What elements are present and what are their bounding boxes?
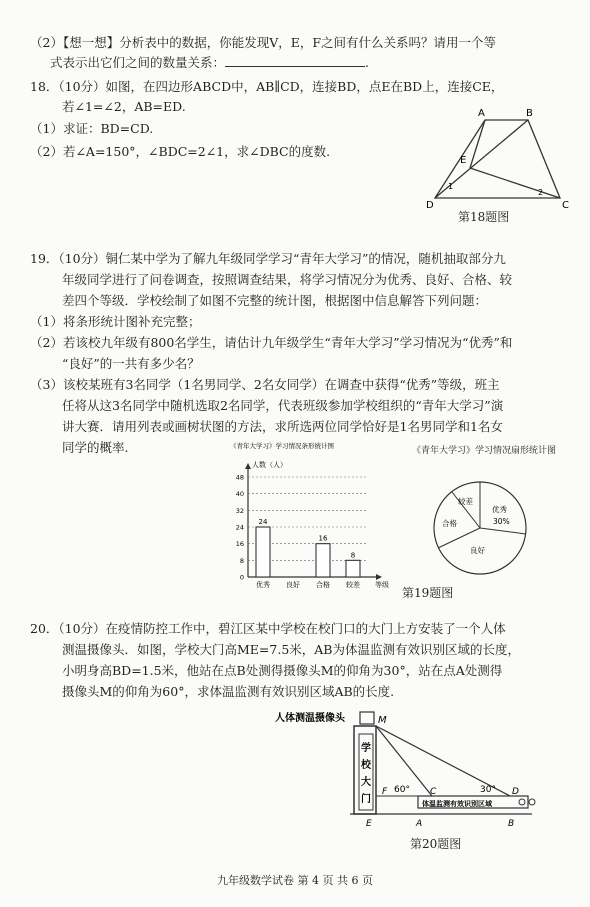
q19-caption: 第19题图 bbox=[402, 586, 454, 600]
q19-part3-line4: 同学的概率. bbox=[62, 440, 129, 455]
q19-line1: 19．（10分）铜仁某中学为了解九年级同学学习“青年大学习”的情况，随机抽取部分九 bbox=[30, 251, 506, 266]
q20-line2: 测温摄像头．如图，学校大门高ME=7.5米，AB为体温监测有效识别区域的长度， bbox=[62, 642, 520, 657]
y-tick-label: 24 bbox=[235, 523, 244, 532]
bar bbox=[346, 560, 360, 577]
q18-line1: 18．（10分）如图，在四边形ABCD中，AB∥CD，连接BD，点E在BD上，连接CE， bbox=[30, 79, 504, 94]
x-tick-label: 优秀 bbox=[256, 581, 270, 589]
chart-ylabel: 人数（人） bbox=[252, 461, 287, 469]
angle-60: 60° bbox=[394, 785, 410, 795]
q19-part3-line1: （3）该校某班有3名同学（1名男同学、2名女同学）在调查中获得“优秀”等级，班主 bbox=[30, 377, 500, 392]
q20-caption: 第20题图 bbox=[410, 837, 462, 851]
x-axis-arrow bbox=[376, 574, 382, 580]
chart-xlabel: 等级 bbox=[375, 581, 389, 589]
label-angle1: 1 bbox=[448, 182, 454, 191]
camera-icon bbox=[360, 712, 374, 724]
q20-line1: 20．（10分）在疫情防控工作中，碧江区某中学校在校门口的大门上方安装了一个人体 bbox=[30, 621, 506, 636]
answer-blank bbox=[225, 54, 365, 67]
y-tick-label: 48 bbox=[235, 473, 244, 482]
bar bbox=[316, 544, 330, 577]
q19-part3-line3: 讲大赛．请用列表或画树状图的方法，求所选两位同学恰好是1名男同学和1名女 bbox=[62, 419, 503, 434]
q19-part2-line1: （2）若该校九年级有800名学生，请估计九年级学生“青年大学习”学习情况为“优秀”和 bbox=[30, 335, 513, 350]
q19-line3: 差四个等级．学校绘制了如图不完整的统计图，根据图中信息解答下列问题： bbox=[62, 293, 488, 308]
bar-chart bbox=[220, 440, 405, 595]
pie-label-hege: 合格 bbox=[442, 519, 457, 528]
q18-part1: （1）求证：BD=CD. bbox=[30, 121, 154, 136]
q19-line2: 年级同学进行了问卷调查，按照调查结果，将学习情况分为优秀、良好、合格、较 bbox=[62, 272, 513, 287]
gate-char-3: 大 bbox=[361, 777, 371, 788]
x-tick-label: 较差 bbox=[346, 581, 360, 589]
q18-line2: 若∠1=∠2，AB=ED. bbox=[62, 99, 186, 114]
gate-char-2: 校 bbox=[361, 760, 371, 771]
pie-label-youxiu: 优秀 bbox=[492, 505, 507, 514]
q17-part2-line2 bbox=[50, 54, 369, 72]
q20-figure bbox=[270, 708, 570, 833]
chart-title: 《青年大学习》学习情况条形统计图 bbox=[230, 442, 334, 450]
label-d: D bbox=[426, 200, 434, 210]
label-angle2: 2 bbox=[538, 188, 544, 197]
label-c: C bbox=[562, 200, 569, 210]
y-tick-label: 32 bbox=[235, 506, 244, 515]
label-d: D bbox=[512, 787, 519, 797]
bar-value-label: 8 bbox=[350, 551, 356, 560]
bar-value-label: 24 bbox=[258, 518, 268, 526]
label-c: C bbox=[430, 787, 437, 797]
q18-caption: 第18题图 bbox=[458, 210, 510, 224]
y-tick-label: 0 bbox=[239, 573, 244, 582]
y-tick-label: 40 bbox=[235, 490, 244, 499]
page-footer: 九年级数学试卷 第 4 页 共 6 页 bbox=[217, 874, 373, 887]
pie-label-lianghao: 良好 bbox=[470, 546, 485, 555]
q20-line4: 摄像头M的仰角为60°，求体温监测有效识别区域AB的长度. bbox=[62, 684, 395, 699]
pie-chart bbox=[430, 478, 530, 578]
pie-label-jiaocha: 较差 bbox=[458, 497, 473, 506]
q19-part3-line2: 任将从这3名同学中随机选取2名同学，代表班级参加学校组织的“青年大学习”演 bbox=[62, 398, 504, 413]
pie-label-youxiu-pct: 30% bbox=[493, 517, 510, 526]
zone-label: 体温监测有效识别区域 bbox=[422, 800, 492, 808]
label-f: F bbox=[382, 787, 388, 797]
camera-label: 人体测温摄像头 bbox=[275, 713, 345, 724]
q20-line3: 小明身高BD=1.5米，他站在点B处测得摄像头M的仰角为30°，站在点A处测得 bbox=[62, 663, 503, 678]
label-b: B bbox=[508, 819, 515, 829]
q18-figure bbox=[420, 105, 580, 210]
label-a: A bbox=[478, 108, 485, 119]
bar-value-label: 16 bbox=[318, 534, 328, 543]
x-tick-label: 良好 bbox=[286, 581, 300, 589]
gate-char-1: 学 bbox=[361, 743, 371, 754]
label-e: E bbox=[460, 155, 467, 166]
q17-part2-line1: （2）【想一想】分析表中的数据，你能发现V，E，F之间有什么关系吗？请用一个等 bbox=[30, 35, 497, 50]
label-m: M bbox=[378, 715, 387, 726]
q18-part2: （2）若∠A=150°，∠BDC=2∠1，求∠DBC的度数. bbox=[30, 144, 331, 159]
y-tick-label: 8 bbox=[239, 556, 244, 565]
gate-char-4: 门 bbox=[361, 794, 371, 805]
q17-part2-text: 式表示出它们之间的数量关系： bbox=[50, 55, 226, 70]
q17-part2-end: . bbox=[365, 55, 369, 70]
label-e: E bbox=[366, 819, 372, 829]
q19-part2-line2: “良好”的一共有多少名？ bbox=[62, 356, 200, 371]
bar bbox=[256, 527, 270, 577]
angle-30: 30° bbox=[480, 785, 496, 795]
y-tick-label: 16 bbox=[235, 540, 244, 549]
pie-title: 《青年大学习》学习情况扇形统计图 bbox=[412, 446, 557, 456]
y-axis-arrow bbox=[245, 463, 251, 469]
x-tick-label: 合格 bbox=[316, 581, 330, 589]
label-a: A bbox=[416, 819, 423, 829]
label-b: B bbox=[526, 108, 533, 119]
q19-part1: （1）将条形统计图补充完整； bbox=[30, 314, 201, 329]
